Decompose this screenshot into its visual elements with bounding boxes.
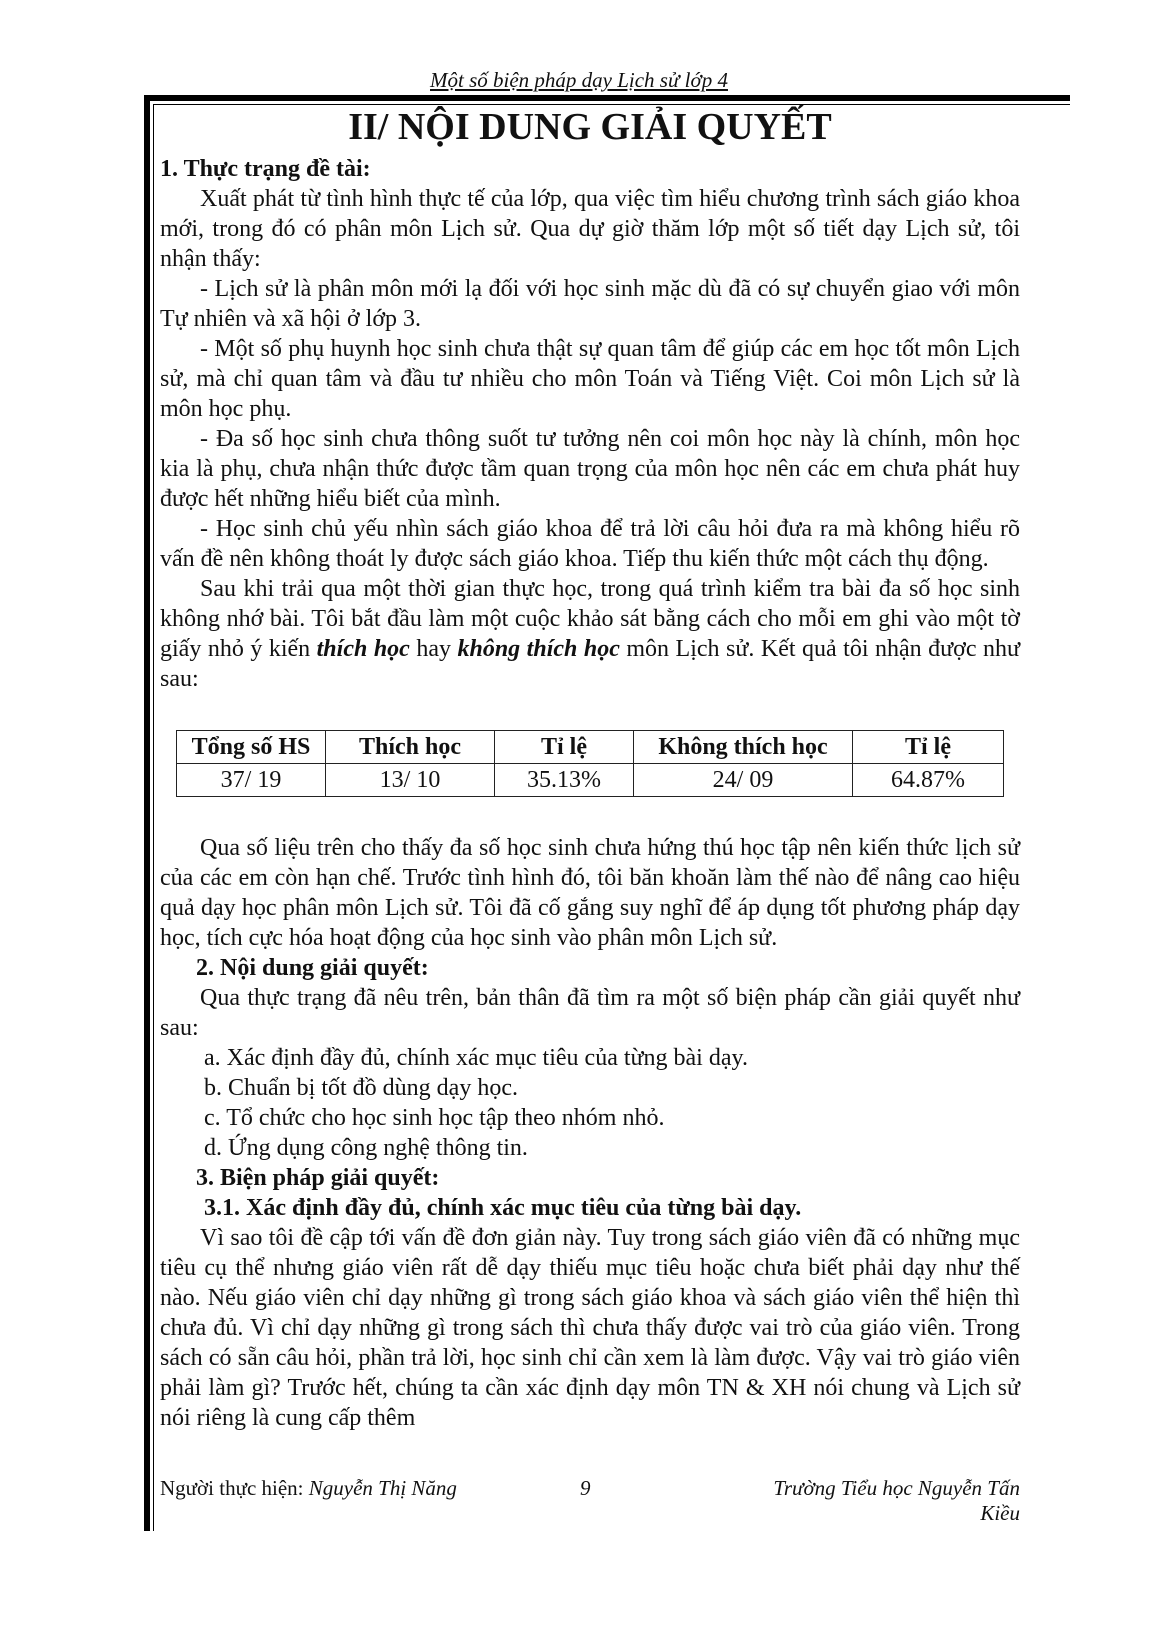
section-3-heading: 3. Biện pháp giải quyết: — [196, 1165, 440, 1191]
section-3-1-heading: 3.1. Xác định đầy đủ, chính xác mục tiêu của từng bài dạy. — [204, 1195, 802, 1221]
col-header-ratio-like: Tỉ lệ — [495, 731, 634, 764]
page-title: II/ NỘI DUNG GIẢI QUYẾT — [348, 106, 832, 148]
conclusion-paragraph: Qua số liệu trên cho thấy đa số học sinh chưa hứng thú học tập nên kiến thức lịch sử của các em còn hạn chế. Trước tình hình đó, tôi băn khoăn làm thế nào để nâng cao hiệu quả dạy học phân môn Lịch sử. Tôi đã cố gắng suy nghĩ để áp dụng tốt phương pháp dạy học, tích cực hóa hoạt động của học sinh vào phân môn Lịch sử. — [160, 835, 1020, 951]
bullet-2: - Một số phụ huynh học sinh chưa thật sự quan tâm để giúp các em học tốt môn Lịch sử, mà chỉ quan tâm và đầu tư nhiều cho môn Toán và Tiếng Việt. Coi môn Lịch sử là môn học phụ. — [160, 336, 1020, 422]
table-row — [177, 764, 1004, 797]
footer-author-label: Người thực hiện: — [160, 1476, 309, 1500]
footer-school: Trường Tiểu học Nguyễn Tấn Kiều — [773, 1476, 1020, 1525]
survey-text-mid: hay — [409, 636, 458, 662]
cell-ratio-like: 35.13% — [495, 764, 634, 797]
cell-total: 37/ 19 — [177, 764, 326, 797]
cell-dislike: 24/ 09 — [634, 764, 853, 797]
section-2-intro: Qua thực trạng đã nêu trên, bản thân đã tìm ra một số biện pháp cần giải quyết như sau: — [160, 985, 1020, 1041]
col-header-total: Tổng số HS — [177, 731, 326, 764]
solution-item-c: c. Tổ chức cho học sinh học tập theo nhóm nhỏ. — [204, 1105, 665, 1131]
bullet-1: - Lịch sử là phân môn mới lạ đối với học sinh mặc dù đã có sự chuyển giao với môn Tự nhiên và xã hội ở lớp 3. — [160, 276, 1020, 332]
col-header-like: Thích học — [326, 731, 495, 764]
col-header-ratio-dislike: Tỉ lệ — [853, 731, 1004, 764]
bullet-4: - Học sinh chủ yếu nhìn sách giáo khoa để trả lời câu hỏi đưa ra mà không hiểu rõ vấn đề nên không thoát ly được sách giáo khoa. Tiếp thu kiến thức một cách thụ động. — [160, 516, 1020, 572]
table-header-row — [177, 731, 1004, 764]
section-1-intro: Xuất phát từ tình hình thực tế của lớp, qua việc tìm hiểu chương trình sách giáo khoa mới, trong đó có phân môn Lịch sử. Qua dự giờ thăm lớp một số tiết dạy Lịch sử, tôi nhận thấy: — [160, 186, 1020, 272]
survey-emphasis-dislike: không thích học — [457, 636, 620, 662]
survey-results-table — [176, 730, 1004, 797]
cell-ratio-dislike: 64.87% — [853, 764, 1004, 797]
col-header-dislike: Không thích học — [634, 731, 853, 764]
section-3-1-body: Vì sao tôi đề cập tới vấn đề đơn giản này. Tuy trong sách giáo viên đã có những mục tiêu cụ thể nhưng giáo viên rất dễ dạy thiếu mục tiêu hoặc chưa biết phải dạy như thế nào. Nếu giáo viên chỉ dạy những gì trong sách giáo khoa và sách giáo viên thể hiện thì chưa đủ. Vì chỉ dạy những gì trong sách thì chưa thấy được vai trò của giáo viên. Trong sách có sẵn câu hỏi, phần trả lời, học sinh chỉ cần xem là làm được. Vậy vai trò giáo viên phải làm gì? Trước hết, chúng ta cần xác định dạy môn TN & XH nói chung và Lịch sử nói riêng là cung cấp thêm — [160, 1225, 1020, 1431]
survey-paragraph — [160, 574, 1020, 694]
page-number: 9 — [580, 1476, 591, 1500]
footer-author — [160, 1476, 580, 1526]
survey-text-pre: Sau khi trải qua một thời gian thực học, trong quá trình kiểm tra bài đa số học sinh không nhớ bài. Tôi bắt đầu làm một cuộc khảo sát bằng cách cho mỗi em ghi vào một tờ giấy nhỏ ý kiến — [160, 576, 1020, 662]
solution-item-a: a. Xác định đầy đủ, chính xác mục tiêu của từng bài dạy. — [204, 1045, 748, 1071]
survey-emphasis-like: thích học — [316, 636, 410, 662]
section-1-heading: 1. Thực trạng đề tài: — [160, 156, 371, 182]
cell-like: 13/ 10 — [326, 764, 495, 797]
footer-author-name: Nguyễn Thị Năng — [308, 1476, 457, 1500]
page-footer — [160, 1476, 1020, 1526]
solution-item-d: d. Ứng dụng công nghệ thông tin. — [204, 1135, 528, 1161]
survey-text-post: môn Lịch sử. Kết quả tôi nhận được như sau: — [160, 636, 1021, 692]
running-header: Một số biện pháp dạy Lịch sử lớp 4 — [430, 68, 728, 92]
section-2-heading: 2. Nội dung giải quyết: — [196, 955, 429, 981]
solution-item-b: b. Chuẩn bị tốt đồ dùng dạy học. — [204, 1075, 518, 1101]
bullet-3: - Đa số học sinh chưa thông suốt tư tưởng nên coi môn học này là chính, môn học kia là phụ, chưa nhận thức được tầm quan trọng của môn học nên các em chưa phát huy được hết những hiểu biết của mình. — [160, 426, 1020, 512]
page-content — [160, 102, 1020, 1433]
